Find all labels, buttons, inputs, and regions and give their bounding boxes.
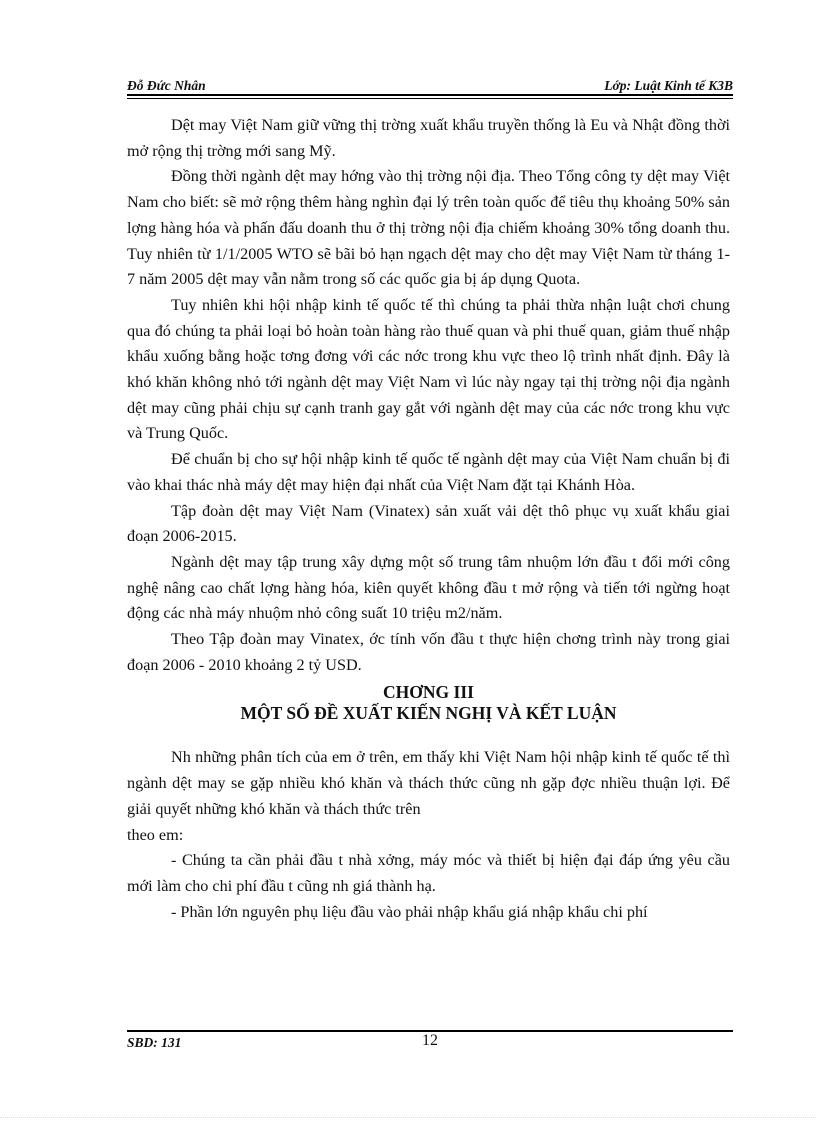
document-body xyxy=(127,113,730,925)
paragraph: Để chuẩn bị cho sự hội nhập kinh tế quốc tế ngành dệt may của Việt Nam chuẩn bị đi vào khai thác nhà máy dệt may hiện đại nhất của Việt Nam đặt tại Khánh Hòa. xyxy=(127,450,730,494)
paragraph: Nh những phân tích của em ở trên, em thấy khi Việt Nam hội nhập kinh tế quốc tế thì ngành dệt may se gặp nhiều khó khăn và thách thức cũng nh gặp đợc nhiều thuận lợi. Để giải quyết những khó khăn và thách thức trên xyxy=(127,748,730,818)
page-edge xyxy=(0,1117,816,1118)
spacer xyxy=(127,724,730,745)
paragraph: Theo Tập đoàn may Vinatex, ớc tính vốn đầu t thực hiện chơng trình này trong giai đoạn 2006 - 2010 khoảng 2 tỷ USD. xyxy=(127,630,730,674)
paragraph: theo em: xyxy=(127,825,184,844)
paragraph: - Phần lớn nguyên phụ liệu đầu vào phải nhập khẩu giá nhập khẩu chi phí xyxy=(171,902,648,921)
paragraph: Dệt may Việt Nam giữ vững thị trờng xuất khẩu truyền thống là Eu và Nhật đồng thời mở rộng thị trờng mới sang Mỹ. xyxy=(127,116,730,160)
footer-sbd: SBD: 131 xyxy=(127,1035,182,1050)
header-rule xyxy=(127,94,733,96)
paragraph: Tập đoàn dệt may Việt Nam (Vinatex) sản xuất vải dệt thô phục vụ xuất khẩu giai đoạn 2006-2015. xyxy=(127,501,730,546)
paragraph: Đồng thời ngành dệt may hớng vào thị trờng nội địa. Theo Tổng công ty dệt may Việt Nam cho biết: sẽ mở rộng thêm hàng nghìn đại lý trên toàn quốc để tiêu thụ khoảng 50% sản lợng hàng hóa và phấn đấu doanh thu ở thị trờng nội địa chiếm khoảng 30% tổng doanh thu. Tuy nhiên từ 1/1/2005 WTO sẽ bãi bỏ hạn ngạch dệt may cho dệt may Việt Nam từ tháng 1-7 năm 2005 dệt may vẫn nằm trong số các quốc gia bị áp dụng Quota. xyxy=(127,167,730,289)
chapter-title: MỘT SỐ ĐỀ XUẤT KIẾN NGHỊ VÀ KẾT LUẬN xyxy=(240,703,617,724)
paragraph: - Chúng ta cần phải đầu t nhà xởng, máy móc và thiết bị hiện đại đáp ứng yêu cầu mới làm cho chi phí đầu t cũng nh giá thành hạ. xyxy=(127,851,730,895)
paragraph: Tuy nhiên khi hội nhập kinh tế quốc tế thì chúng ta phải thừa nhận luật chơi chung qua đó chúng ta phải loại bỏ hoàn toàn hàng rào thuế quan và phi thuế quan, giảm thuế nhập khẩu xuống bằng hoặc tơng đơng với các nớc trong khu vực theo lộ trình nhất định. Đây là khó khăn không nhỏ tới ngành dệt may Việt Nam vì lúc này ngay tại thị trờng nội địa ngành dệt may cũng phải chịu sự cạnh tranh gay gắt với ngành dệt may của các nớc trong khu vực và Trung Quốc. xyxy=(127,295,730,443)
header-class: Lớp: Luật Kinh tế K3B xyxy=(604,78,733,93)
header-rule-thin xyxy=(127,98,733,99)
paragraph: Ngành dệt may tập trung xây dựng một số trung tâm nhuộm lớn đầu t đổi mới công nghệ nâng cao chất lợng hàng hóa, kiên quyết không đầu t mở rộng và tiến tới ngừng hoạt động các nhà máy nhuộm nhỏ công suất 10 triệu m2/năm. xyxy=(127,552,730,623)
page-number: 12 xyxy=(422,1032,438,1049)
header-author: Đỗ Đức Nhân xyxy=(127,78,206,93)
chapter-number: CHƠNG III xyxy=(383,682,474,703)
